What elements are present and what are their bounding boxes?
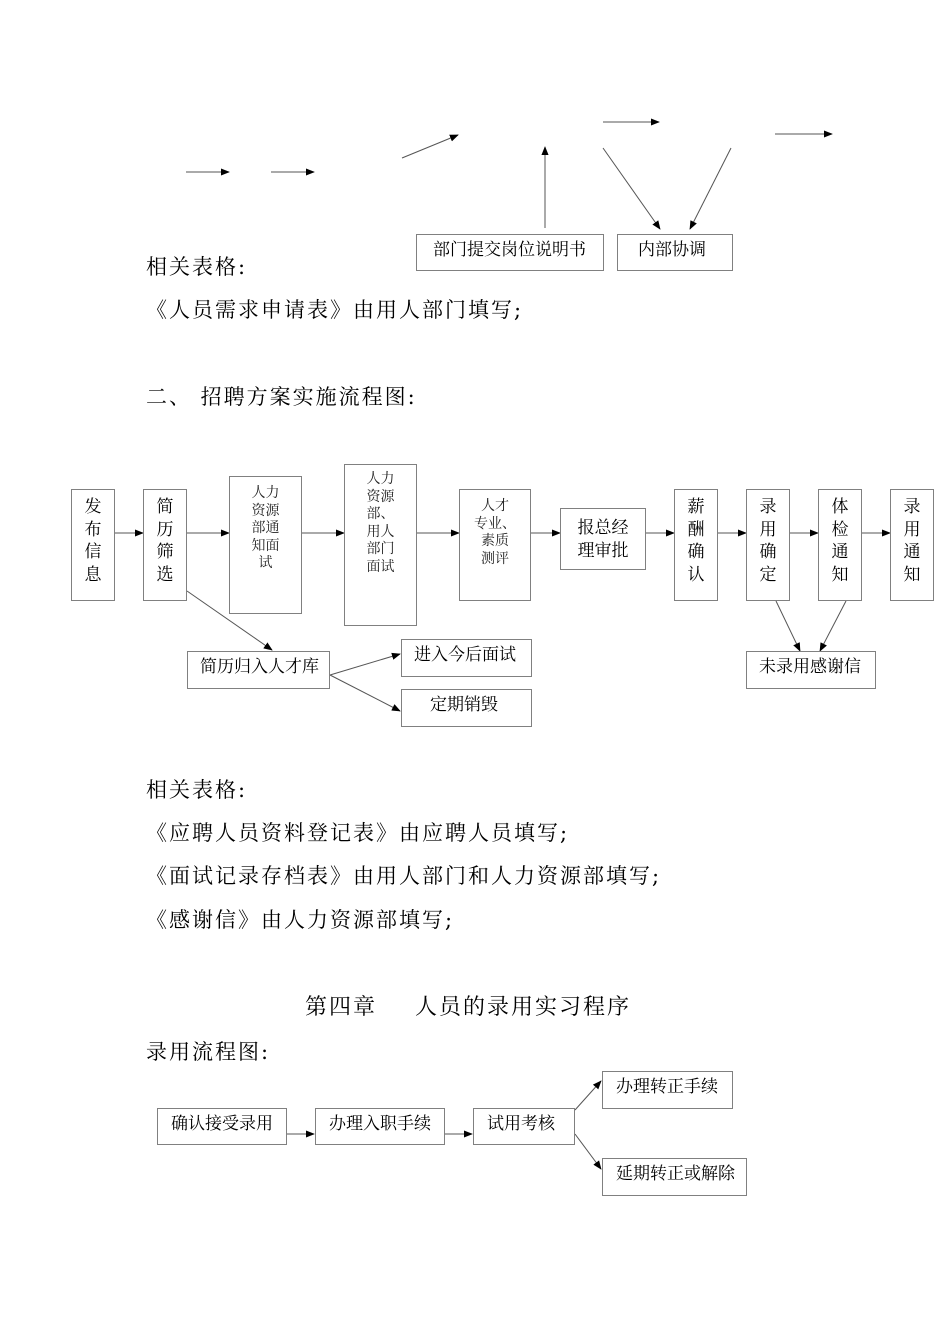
top-arrow-3: [402, 135, 458, 158]
related-form-item: 《感谢信》由人力资源部填写;: [146, 908, 455, 932]
top-arrow-8: [690, 148, 731, 229]
related-form-item: 《应聘人员资料登记表》由应聘人员填写;: [146, 821, 570, 845]
section-two-heading: 二、 招聘方案实施流程图:: [146, 385, 417, 409]
regularization-box: 办理转正手续: [602, 1071, 733, 1109]
internal-coordination-box: 内部协调: [617, 234, 733, 271]
chapter-title: 人员的录用实习程序: [415, 995, 632, 1020]
future-interview-box: 进入今后面试: [401, 639, 532, 677]
resume-pool-box: 简历归入人才库: [187, 651, 330, 689]
branch-arrow-destroy: [330, 675, 400, 711]
flow-step-assessment: 人才 专业、 素质 测评: [459, 489, 531, 601]
flow-step-salary-confirm: 薪 酬 确 认: [674, 489, 718, 601]
flow-step-joint-interview: 人力 资源 部、 用人 部门 面试: [344, 464, 417, 626]
flow-step-hr-interview-notice: 人力 资源 部通 知面 试: [229, 476, 302, 614]
flow-step-resume-screening: 简 历 筛 选: [143, 489, 187, 601]
branch-arrow-future: [330, 654, 400, 675]
dept-job-description-box: 部门提交岗位说明书: [416, 234, 604, 271]
onboarding-box: 办理入职手续: [315, 1108, 445, 1145]
top-arrow-7: [603, 148, 660, 229]
thank-you-letter-box: 未录用感谢信: [746, 651, 876, 689]
flow-step-gm-approval: 报总经 理审批: [560, 508, 646, 570]
scheduled-destroy-box: 定期销毁: [401, 689, 532, 727]
flow-step-hire-decision: 录 用 确 定: [746, 489, 790, 601]
flow-step-medical-notice: 体 检 通 知: [818, 489, 862, 601]
extend-or-terminate-box: 延期转正或解除: [602, 1158, 747, 1196]
chapter-number: 第四章: [305, 995, 378, 1020]
hire-flow-title: 录用流程图:: [146, 1040, 271, 1064]
related-forms-title-1: 相关表格:: [146, 255, 248, 279]
flow-step-hire-notice: 录 用 通 知: [890, 489, 934, 601]
hire-arrow-4: [575, 1134, 601, 1169]
chapter-heading: [305, 990, 631, 1021]
probation-assessment-box: 试用考核: [473, 1108, 575, 1145]
branch-arrow-thanks-2: [820, 601, 846, 651]
hire-arrow-3: [575, 1081, 601, 1110]
confirm-offer-box: 确认接受录用: [157, 1108, 287, 1145]
branch-arrow-thanks-1: [776, 601, 800, 651]
related-forms-title-2: 相关表格:: [146, 778, 248, 802]
related-form-item: 《面试记录存档表》由用人部门和人力资源部填写;: [146, 864, 662, 888]
flow-step-publish-info: 发 布 信 息: [71, 489, 115, 601]
related-form-item: 《人员需求申请表》由用人部门填写;: [146, 298, 524, 322]
